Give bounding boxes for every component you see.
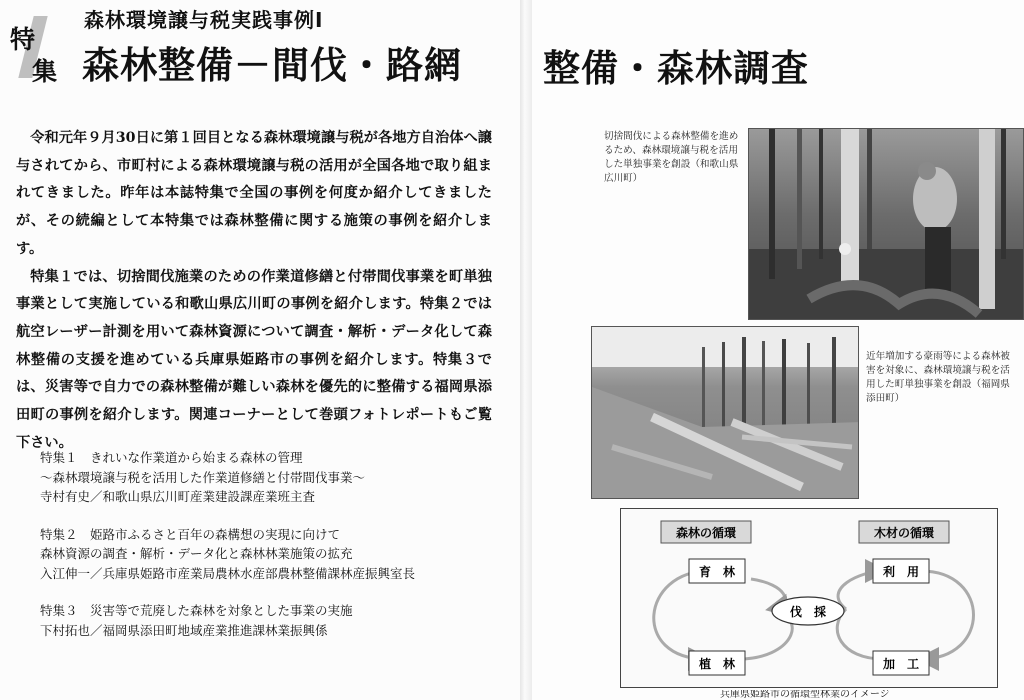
badge-char-1: 特 (10, 25, 36, 54)
feature-2-subtitle: 森林資源の調査・解析・データ化と森林林業施策の拡充 (40, 546, 353, 561)
forest-thinning-photo (748, 128, 1024, 320)
disaster-forest-photo (591, 326, 859, 499)
forest-cycle-label: 森林の循環 (675, 526, 737, 540)
feature-list (40, 448, 500, 658)
timber-cycle-arrow-right (921, 571, 974, 659)
feature-2-title: 特集２ 姫路市ふるさと百年の森構想の実現に向けて (40, 526, 341, 542)
diagram-caption: 兵庫県姫路市の循環型林業のイメージ (720, 690, 890, 700)
photo-2-caption (866, 350, 1010, 406)
main-title-right: 整備・森林調査 (543, 47, 809, 90)
forest-cycle-arrow-left (654, 571, 709, 659)
main-title-left: 森林整備－間伐・路網 (82, 44, 462, 87)
node-shokurin: 植 林 (698, 657, 736, 671)
series-title: 森林環境譲与税実践事例Ⅰ (84, 8, 324, 32)
photo-1-caption-line: るため、森林環境譲与税を活用 (604, 145, 738, 156)
photo-2-caption-line: 害を対象に、森林環境譲与税を活 (866, 365, 1010, 376)
feature-3-author: 下村拓也／福岡県添田町地域産業推進課林業振興係 (40, 622, 328, 638)
node-kakou: 加 工 (882, 657, 920, 671)
circular-forestry-diagram (620, 508, 998, 688)
photo-2-caption-line: 添田町） (866, 393, 905, 404)
photo-1-caption (604, 130, 738, 186)
photo-2-caption-line: 近年増加する豪雨等による森林被 (866, 351, 1010, 362)
node-ikurin: 育 林 (698, 565, 736, 579)
intro-paragraph-2: 特集１では、切捨間伐施業のための作業道修繕と付帯間伐事業を町単独事業として実施している和歌山県広川町の事例を紹介します。特集２では航空レーザー計測を用いて森林資源について調査・解析・データ化して森林整備の支援を進めている兵庫県姫路市の事例を紹介します。特集３では、災害等で自力での森林整備が難しい森林を優先的に整備する福岡県添田町の事例を紹介します。関連コーナーとして巻頭フォトレポートもご覧下さい。 (16, 268, 492, 451)
feature-2-author: 入江伸一／兵庫県姫路市産業局農林水産部農林整備課林産振興室長 (40, 565, 416, 581)
page-gutter (520, 0, 532, 700)
forest-thinning-illustration (749, 129, 1024, 320)
feature-item-1 (40, 448, 500, 507)
feature-1-title: 特集１ きれいな作業道から始まる森林の管理 (40, 450, 303, 465)
photo-1-caption-line: した単独事業を創設（和歌山県 (604, 159, 739, 170)
feature-item-2 (40, 525, 500, 584)
badge-char-2: 集 (32, 57, 58, 86)
fallen-trees-illustration (592, 327, 859, 499)
feature-1-author: 寺村有史／和歌山県広川町産業建設課産業班主査 (40, 489, 316, 504)
feature-3-title: 特集３ 災害等で荒廃した森林を対象とした事業の実施 (40, 603, 353, 618)
photo-1-caption-line: 切捨間伐による森林整備を進め (604, 131, 739, 142)
photo-1-caption-line: 広川町） (604, 173, 643, 184)
feature-badge (6, 12, 68, 86)
cycle-diagram-svg (621, 509, 996, 686)
timber-cycle-label: 木材の循環 (873, 526, 935, 540)
photo-2-caption-line: 用した町単独事業を創設（福岡県 (866, 379, 1010, 390)
intro-paragraph-1: 令和元年９月30日に第１回目となる森林環境譲与税が各地方自治体へ譲与されてから、市町村による森林環境譲与税の活用が全国各地で取り組まれてきました。昨年は本誌特集で全国の事例を何度か紹介してきましたが、その続編として本特集では森林整備に関する施策の事例を紹介します。 (16, 130, 492, 257)
node-riyou: 利 用 (882, 565, 920, 579)
feature-1-subtitle: ～森林環境譲与税を活用した作業道修繕と付帯間伐事業～ (40, 469, 366, 485)
intro-text (16, 125, 492, 457)
feature-item-3 (40, 601, 500, 640)
node-bassai: 伐 採 (789, 605, 827, 619)
